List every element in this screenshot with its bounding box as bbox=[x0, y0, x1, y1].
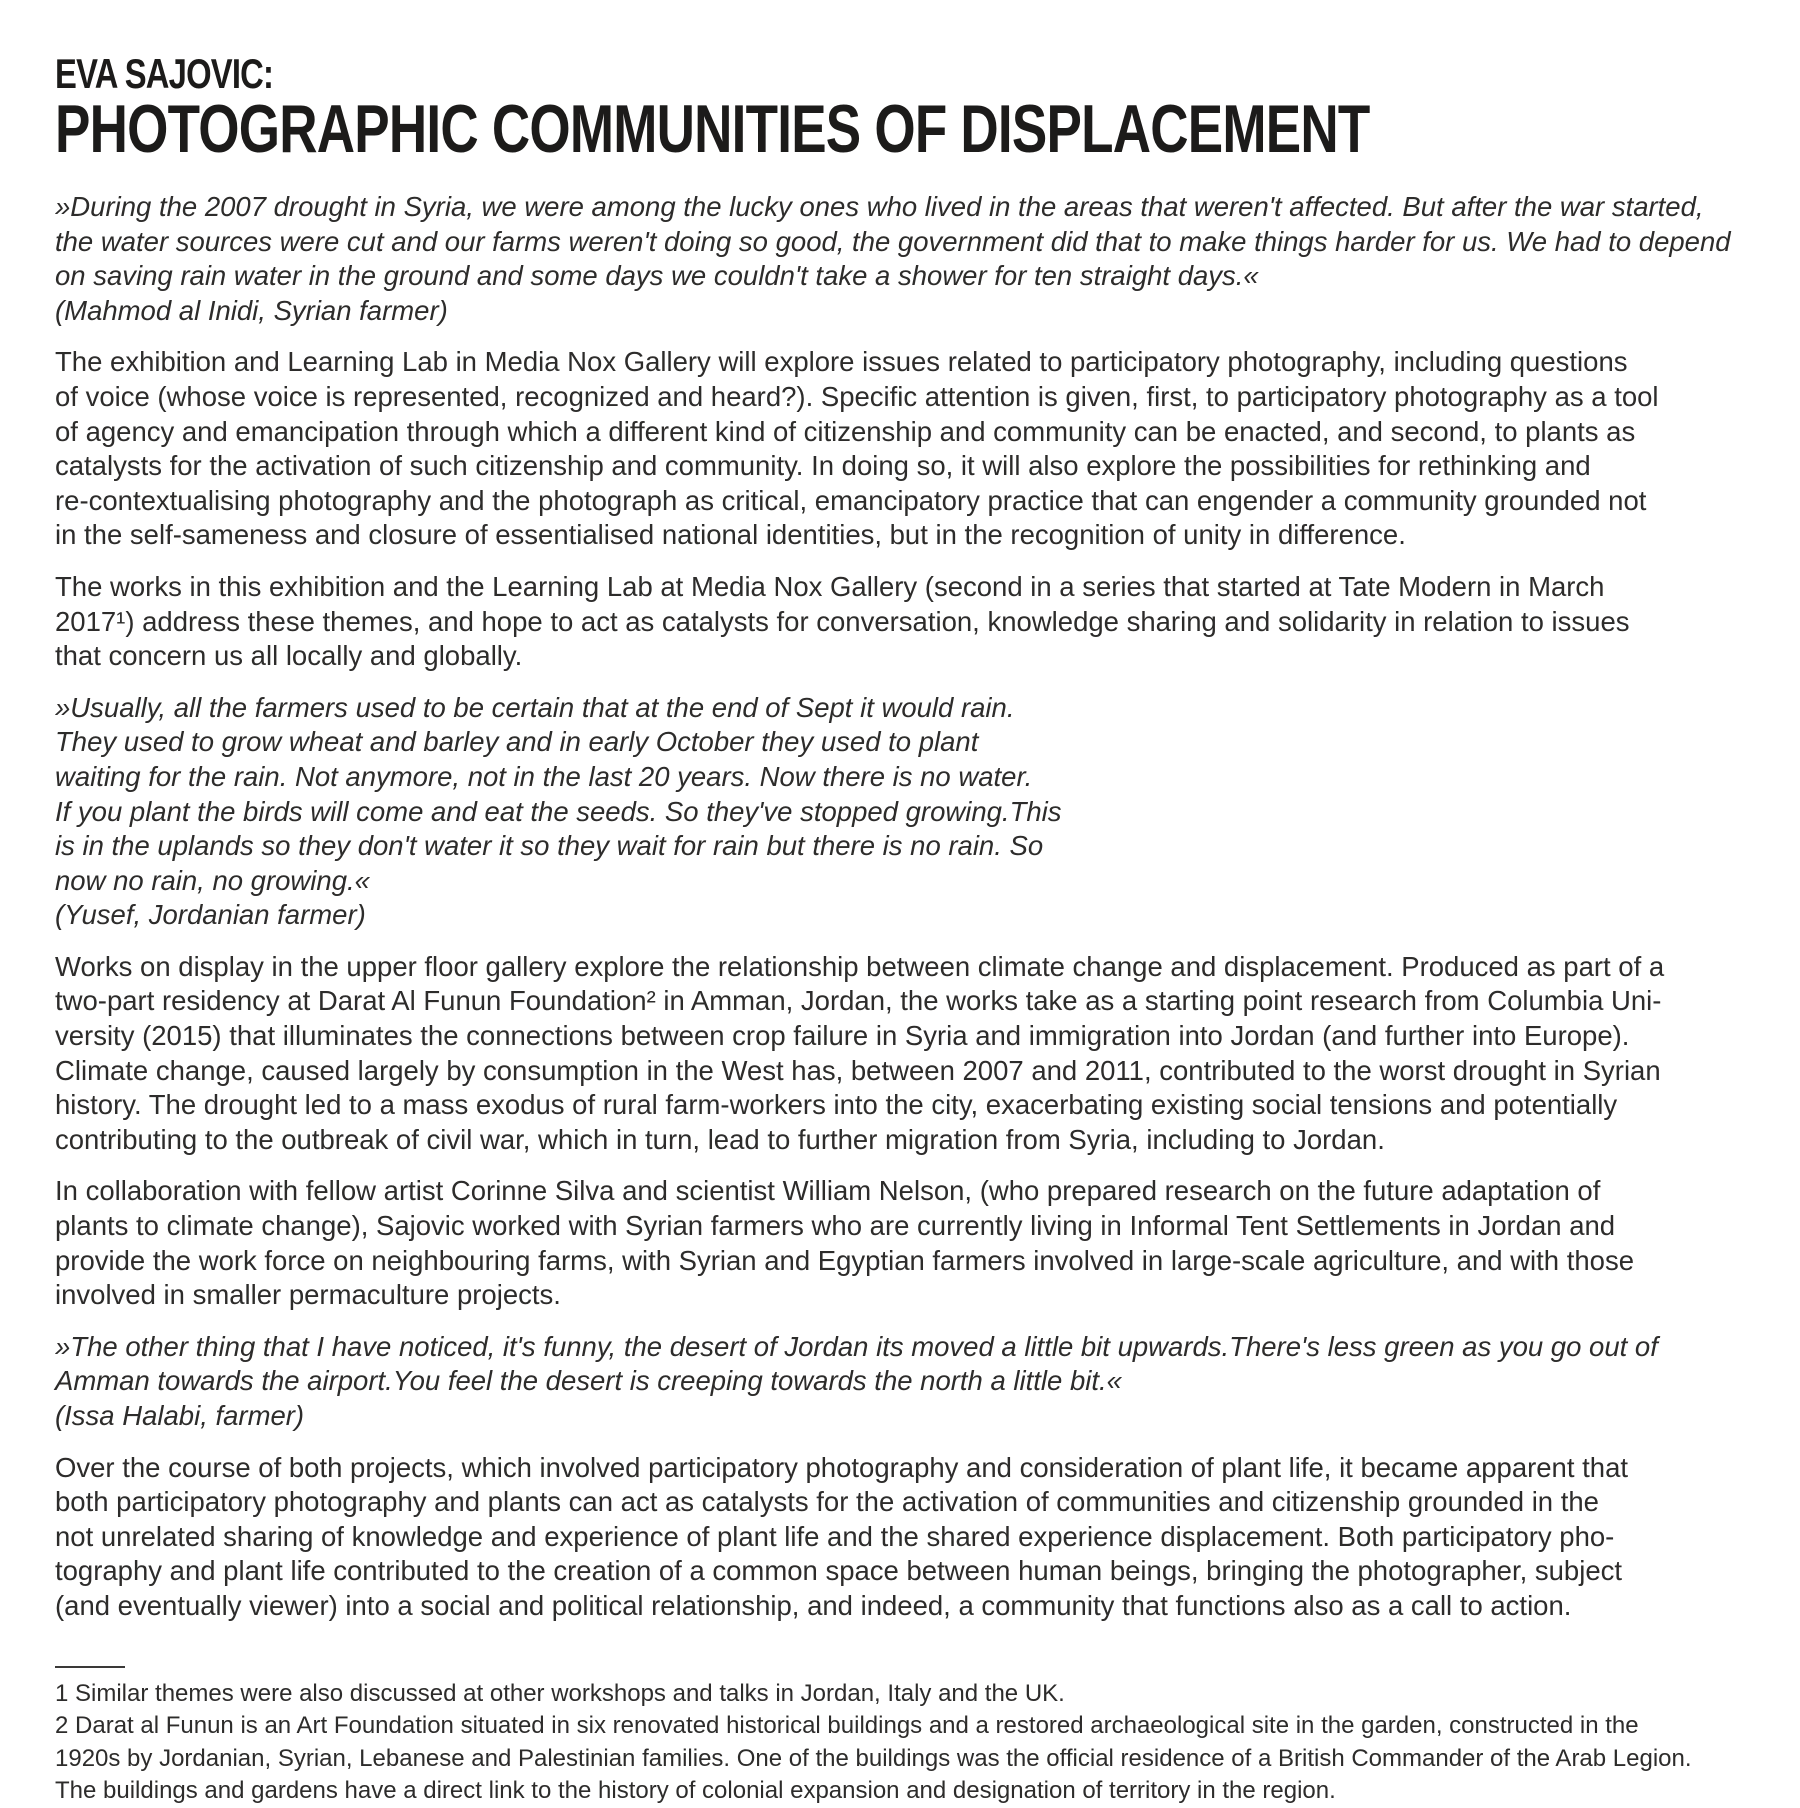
quote-line: (Issa Halabi, farmer) bbox=[55, 1400, 305, 1431]
text-line: history. The drought led to a mass exodus of rural farm-workers into the city, exacerbating existing social tensions and potentially bbox=[55, 1089, 1618, 1121]
document-header bbox=[55, 50, 1745, 167]
text-line: in the self-sameness and closure of essentialised national identities, but in the recognition of unity in difference. bbox=[55, 519, 1406, 551]
quote-block bbox=[55, 691, 1745, 933]
quote-line: »Usually, all the farmers used to be certain that at the end of Sept it would rain. bbox=[55, 691, 1015, 723]
footnote-line: The buildings and gardens have a direct link to the history of colonial expansion and designation of territory in the region. bbox=[55, 1777, 1336, 1805]
text-line: The works in this exhibition and the Learning Lab at Media Nox Gallery (second in a series that started at Tate Modern in March bbox=[55, 570, 1605, 602]
quote-line: (Mahmod al Inidi, Syrian farmer) bbox=[55, 294, 448, 326]
text-line: In collaboration with fellow artist Corinne Silva and scientist William Nelson, (who prepared research on the future adaptation of bbox=[55, 1175, 1601, 1207]
text-line: Over the course of both projects, which involved participatory photography and consideration of plant life, it became apparent that bbox=[55, 1451, 1629, 1483]
quote-line: now no rain, no growing.« bbox=[55, 864, 370, 896]
article-body bbox=[55, 190, 1745, 1624]
quote-line: waiting for the rain. Not anymore, not in the last 20 years. Now there is no water. bbox=[55, 760, 1033, 792]
text-line: that concern us all locally and globally. bbox=[55, 640, 523, 672]
text-line: re-contextualising photography and the photograph as critical, emancipatory practice that can engender a community grounded not bbox=[55, 484, 1647, 516]
quote-line: is in the uplands so they don't water it so they wait for rain but there is no rain. So bbox=[55, 830, 1044, 862]
text-line: Climate change, caused largely by consumption in the West has, between 2007 and 2011, contributed to the worst drought in Syrian bbox=[55, 1054, 1661, 1086]
footnote-divider bbox=[55, 1666, 125, 1668]
page-title bbox=[55, 91, 1745, 167]
text-line: both participatory photography and plants can act as catalysts for the activation of communities and citizenship grounded in the bbox=[55, 1486, 1599, 1518]
quote-line: (Yusef, Jordanian farmer) bbox=[55, 899, 366, 931]
footnotes bbox=[55, 1678, 1745, 1808]
text-line: The exhibition and Learning Lab in Media Nox Gallery will explore issues related to participatory photography, including questions bbox=[55, 346, 1628, 378]
quote-line: »The other thing that I have noticed, it's funny, the desert of Jordan its moved a little bit upwards.There's less green as you go out of bbox=[55, 1330, 1658, 1362]
text-line: versity (2015) that illuminates the connections between crop failure in Syria and immigration into Jordan (and further into Europe). bbox=[55, 1020, 1630, 1052]
text-line: Works on display in the upper floor gallery explore the relationship between climate change and displacement. Produced as part of a bbox=[55, 950, 1665, 982]
quote-line: They used to grow wheat and barley and in early October they used to plant bbox=[55, 726, 979, 758]
paragraph-block bbox=[55, 1451, 1745, 1624]
paragraph-block bbox=[55, 1174, 1745, 1312]
paragraph-block bbox=[55, 950, 1745, 1158]
quote-line: »During the 2007 drought in Syria, we were among the lucky ones who lived in the areas that weren't affected. But after the war started, bbox=[55, 191, 1704, 222]
text-line: not unrelated sharing of knowledge and experience of plant life and the shared experience displacement. Both participatory pho- bbox=[55, 1520, 1615, 1552]
text-line: of voice (whose voice is represented, recognized and heard?). Specific attention is given, first, to participatory photography as a tool bbox=[55, 380, 1659, 412]
paragraph-block bbox=[55, 345, 1745, 553]
text-line: of agency and emancipation through which a different kind of citizenship and community can be enacted, and second, to plants as bbox=[55, 415, 1636, 447]
text-line: 2017¹) address these themes, and hope to act as catalysts for conversation, knowledge sharing and solidarity in relation to issues bbox=[55, 605, 1630, 637]
quote-line: on saving rain water in the ground and some days we couldn't take a shower for ten straight days.« bbox=[55, 260, 1259, 292]
text-line: catalysts for the activation of such citizenship and community. In doing so, it will also explore the possibilities for rethinking and bbox=[55, 450, 1591, 482]
quote-line: the water sources were cut and our farms weren't doing so good, the government did that to make things harder for us. We had to depend bbox=[55, 225, 1731, 257]
text-line: two-part residency at Darat Al Funun Foundation² in Amman, Jordan, the works take as a starting point research from Columbia Uni- bbox=[55, 985, 1662, 1017]
text-line: (and eventually viewer) into a social and political relationship, and indeed, a community that functions also as a call to action. bbox=[55, 1589, 1572, 1621]
footnote-line: 1920s by Jordanian, Syrian, Lebanese and Palestinian families. One of the buildings was the official residence of a British Commander of the Arab Legion. bbox=[55, 1744, 1692, 1772]
footnote-line: 1 Similar themes were also discussed at other workshops and talks in Jordan, Italy and the UK. bbox=[55, 1679, 1065, 1707]
quote-block bbox=[55, 190, 1745, 328]
quote-line: Amman towards the airport.You feel the desert is creeping towards the north a little bit.« bbox=[55, 1365, 1122, 1397]
quote-line: If you plant the birds will come and eat the seeds. So they've stopped growing.This bbox=[55, 795, 1062, 827]
footnote-line: 2 Darat al Funun is an Art Foundation situated in six renovated historical buildings and a restored archaeological site in the garden, constructed in the bbox=[55, 1712, 1639, 1740]
page-title-text: PHOTOGRAPHIC COMMUNITIES OF DISPLACEMENT bbox=[55, 91, 1370, 167]
quote-block bbox=[55, 1330, 1745, 1434]
text-line: provide the work force on neighbouring farms, with Syrian and Egyptian farmers involved in large-scale agriculture, and with those bbox=[55, 1244, 1635, 1276]
text-line: tography and plant life contributed to the creation of a common space between human beings, bringing the photographer, subject bbox=[55, 1555, 1623, 1587]
text-line: contributing to the outbreak of civil war, which in turn, lead to further migration from Syria, including to Jordan. bbox=[55, 1123, 1385, 1155]
author-line bbox=[55, 52, 1745, 96]
text-line: involved in smaller permaculture projects. bbox=[55, 1279, 561, 1311]
paragraph-block bbox=[55, 570, 1745, 674]
author-text: EVA SAJOVIC: bbox=[55, 50, 274, 97]
text-line: plants to climate change), Sajovic worked with Syrian farmers who are currently living in Informal Tent Settlements in Jordan and bbox=[55, 1210, 1616, 1242]
